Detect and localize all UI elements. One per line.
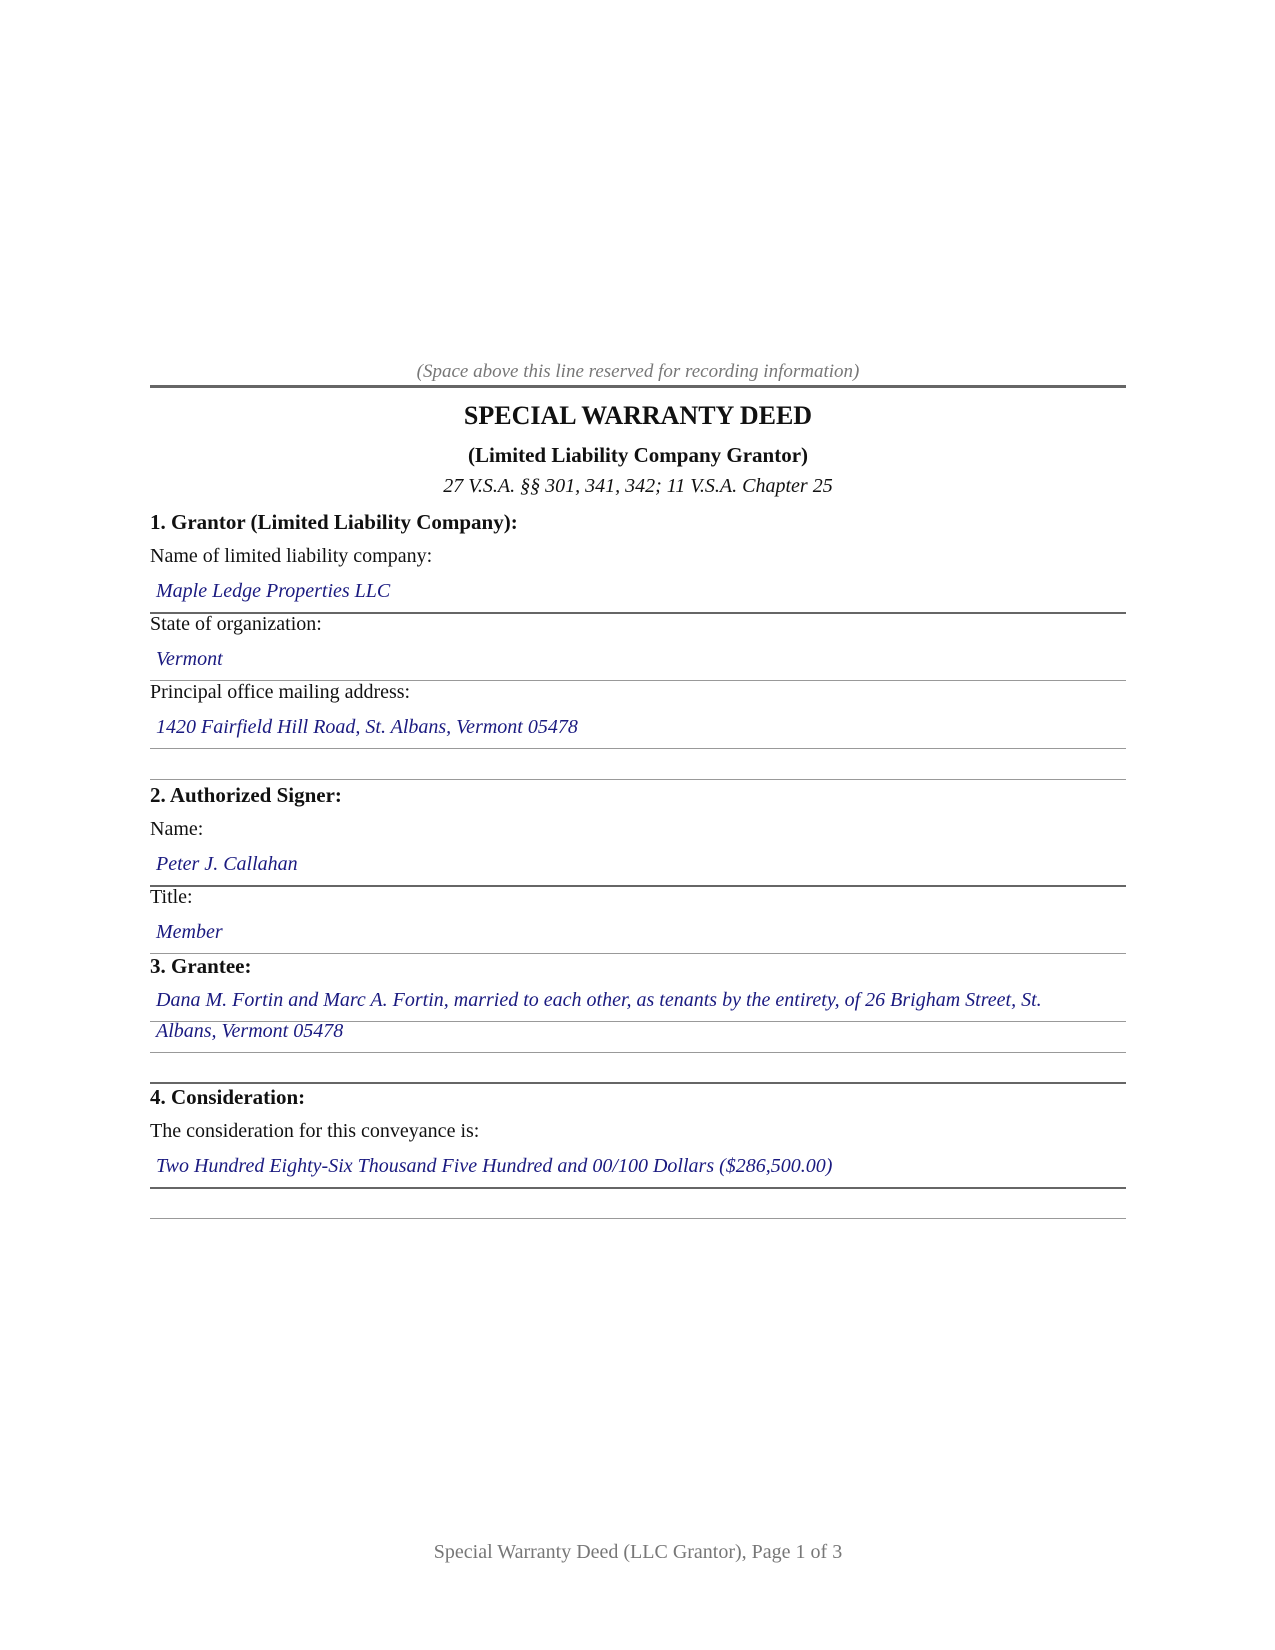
field-underline bbox=[150, 1218, 1126, 1219]
grantor-name-field[interactable]: Maple Ledge Properties LLC bbox=[156, 580, 391, 602]
signer-heading: 2. Authorized Signer: bbox=[150, 783, 342, 807]
field-underline bbox=[150, 779, 1126, 780]
recording-note: (Space above this line reserved for recording information) bbox=[416, 361, 860, 382]
document-title: SPECIAL WARRANTY DEED bbox=[463, 401, 813, 430]
grantee-field-line1[interactable]: Dana M. Fortin and Marc A. Fortin, married to each other, as tenants by the entirety, of 26 Brigham Street, St. bbox=[156, 989, 1042, 1011]
grantor-state-field[interactable]: Vermont bbox=[156, 648, 223, 670]
consideration-label: The consideration for this conveyance is: bbox=[150, 1120, 480, 1142]
grantor-heading: 1. Grantor (Limited Liability Company): bbox=[150, 510, 518, 534]
signer-title-field[interactable]: Member bbox=[156, 921, 223, 943]
signer-name-label: Name: bbox=[150, 818, 204, 840]
recording-divider bbox=[150, 385, 1126, 388]
consideration-field[interactable]: Two Hundred Eighty-Six Thousand Five Hundred and 00/100 Dollars ($286,500.00) bbox=[156, 1155, 833, 1177]
signer-title-label: Title: bbox=[150, 886, 193, 908]
page-footer: Special Warranty Deed (LLC Grantor), Page 1 of 3 bbox=[433, 1541, 843, 1563]
grantor-address-field[interactable]: 1420 Fairfield Hill Road, St. Albans, Vermont 05478 bbox=[156, 716, 578, 738]
field-underline bbox=[150, 1187, 1126, 1189]
grantor-name-label: Name of limited liability company: bbox=[150, 545, 433, 567]
grantee-field-line2[interactable]: Albans, Vermont 05478 bbox=[156, 1020, 344, 1042]
grantor-state-label: State of organization: bbox=[150, 613, 322, 635]
grantee-heading: 3. Grantee: bbox=[150, 954, 252, 978]
signer-name-field[interactable]: Peter J. Callahan bbox=[156, 853, 298, 875]
document-subtitle: (Limited Liability Company Grantor) bbox=[467, 443, 809, 467]
consideration-heading: 4. Consideration: bbox=[150, 1085, 306, 1109]
grantor-address-label: Principal office mailing address: bbox=[150, 681, 411, 703]
field-underline bbox=[150, 1052, 1126, 1053]
statute-citation: 27 V.S.A. §§ 301, 341, 342; 11 V.S.A. Chapter 25 bbox=[443, 475, 833, 497]
field-underline bbox=[150, 748, 1126, 749]
field-underline bbox=[150, 1082, 1126, 1084]
